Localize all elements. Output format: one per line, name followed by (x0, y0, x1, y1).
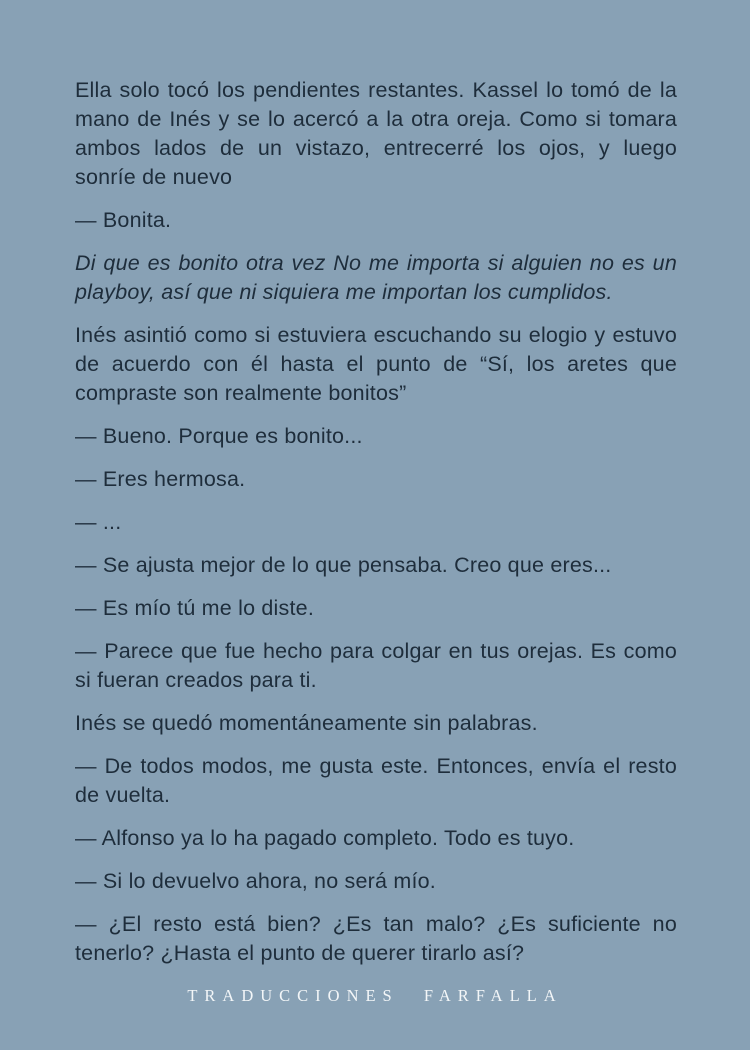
dialogue-line: — Parece que fue hecho para colgar en tus orejas. Es como si fueran creados para ti. (75, 639, 677, 692)
narration-paragraph: Inés asintió como si estuviera escuchando su elogio y estuvo de acuerdo con él hasta el punto de “Sí, los aretes que compraste son realmente bonitos” (75, 323, 677, 405)
dialogue-line: — ¿El resto está bien? ¿Es tan malo? ¿Es suficiente no tenerlo? ¿Hasta el punto de querer tirarlo así? (75, 912, 677, 965)
dialogue-line: — Se ajusta mejor de lo que pensaba. Creo que eres... (75, 553, 612, 577)
dialogue-line: — Alfonso ya lo ha pagado completo. Todo es tuyo. (75, 826, 575, 850)
dialogue-line: — Bonita. (75, 208, 172, 232)
narration-paragraph: Inés se quedó momentáneamente sin palabras. (75, 711, 538, 735)
translator-credit (0, 986, 750, 1006)
dialogue-line: — Si lo devuelvo ahora, no será mío. (75, 869, 436, 893)
chapter-text (75, 76, 677, 968)
dialogue-line: — De todos modos, me gusta este. Entonces, envía el resto de vuelta. (75, 754, 677, 807)
dialogue-line: — Eres hermosa. (75, 467, 246, 491)
dialogue-line: — Bueno. Porque es bonito... (75, 424, 363, 448)
translator-credit-label: TRADUCCIONES FARFALLA (187, 986, 563, 1005)
narration-paragraph: Ella solo tocó los pendientes restantes. Kassel lo tomó de la mano de Inés y se lo acercó a la otra oreja. Como si tomara ambos lados de un vistazo, entrecerré los ojos, y luego sonríe de nuevo (75, 78, 677, 189)
inner-thought-paragraph: Di que es bonito otra vez No me importa si alguien no es un playboy, así que ni siquiera me importan los cumplidos. (75, 251, 677, 304)
dialogue-line: — ... (75, 510, 122, 534)
dialogue-line: — Es mío tú me lo diste. (75, 596, 314, 620)
